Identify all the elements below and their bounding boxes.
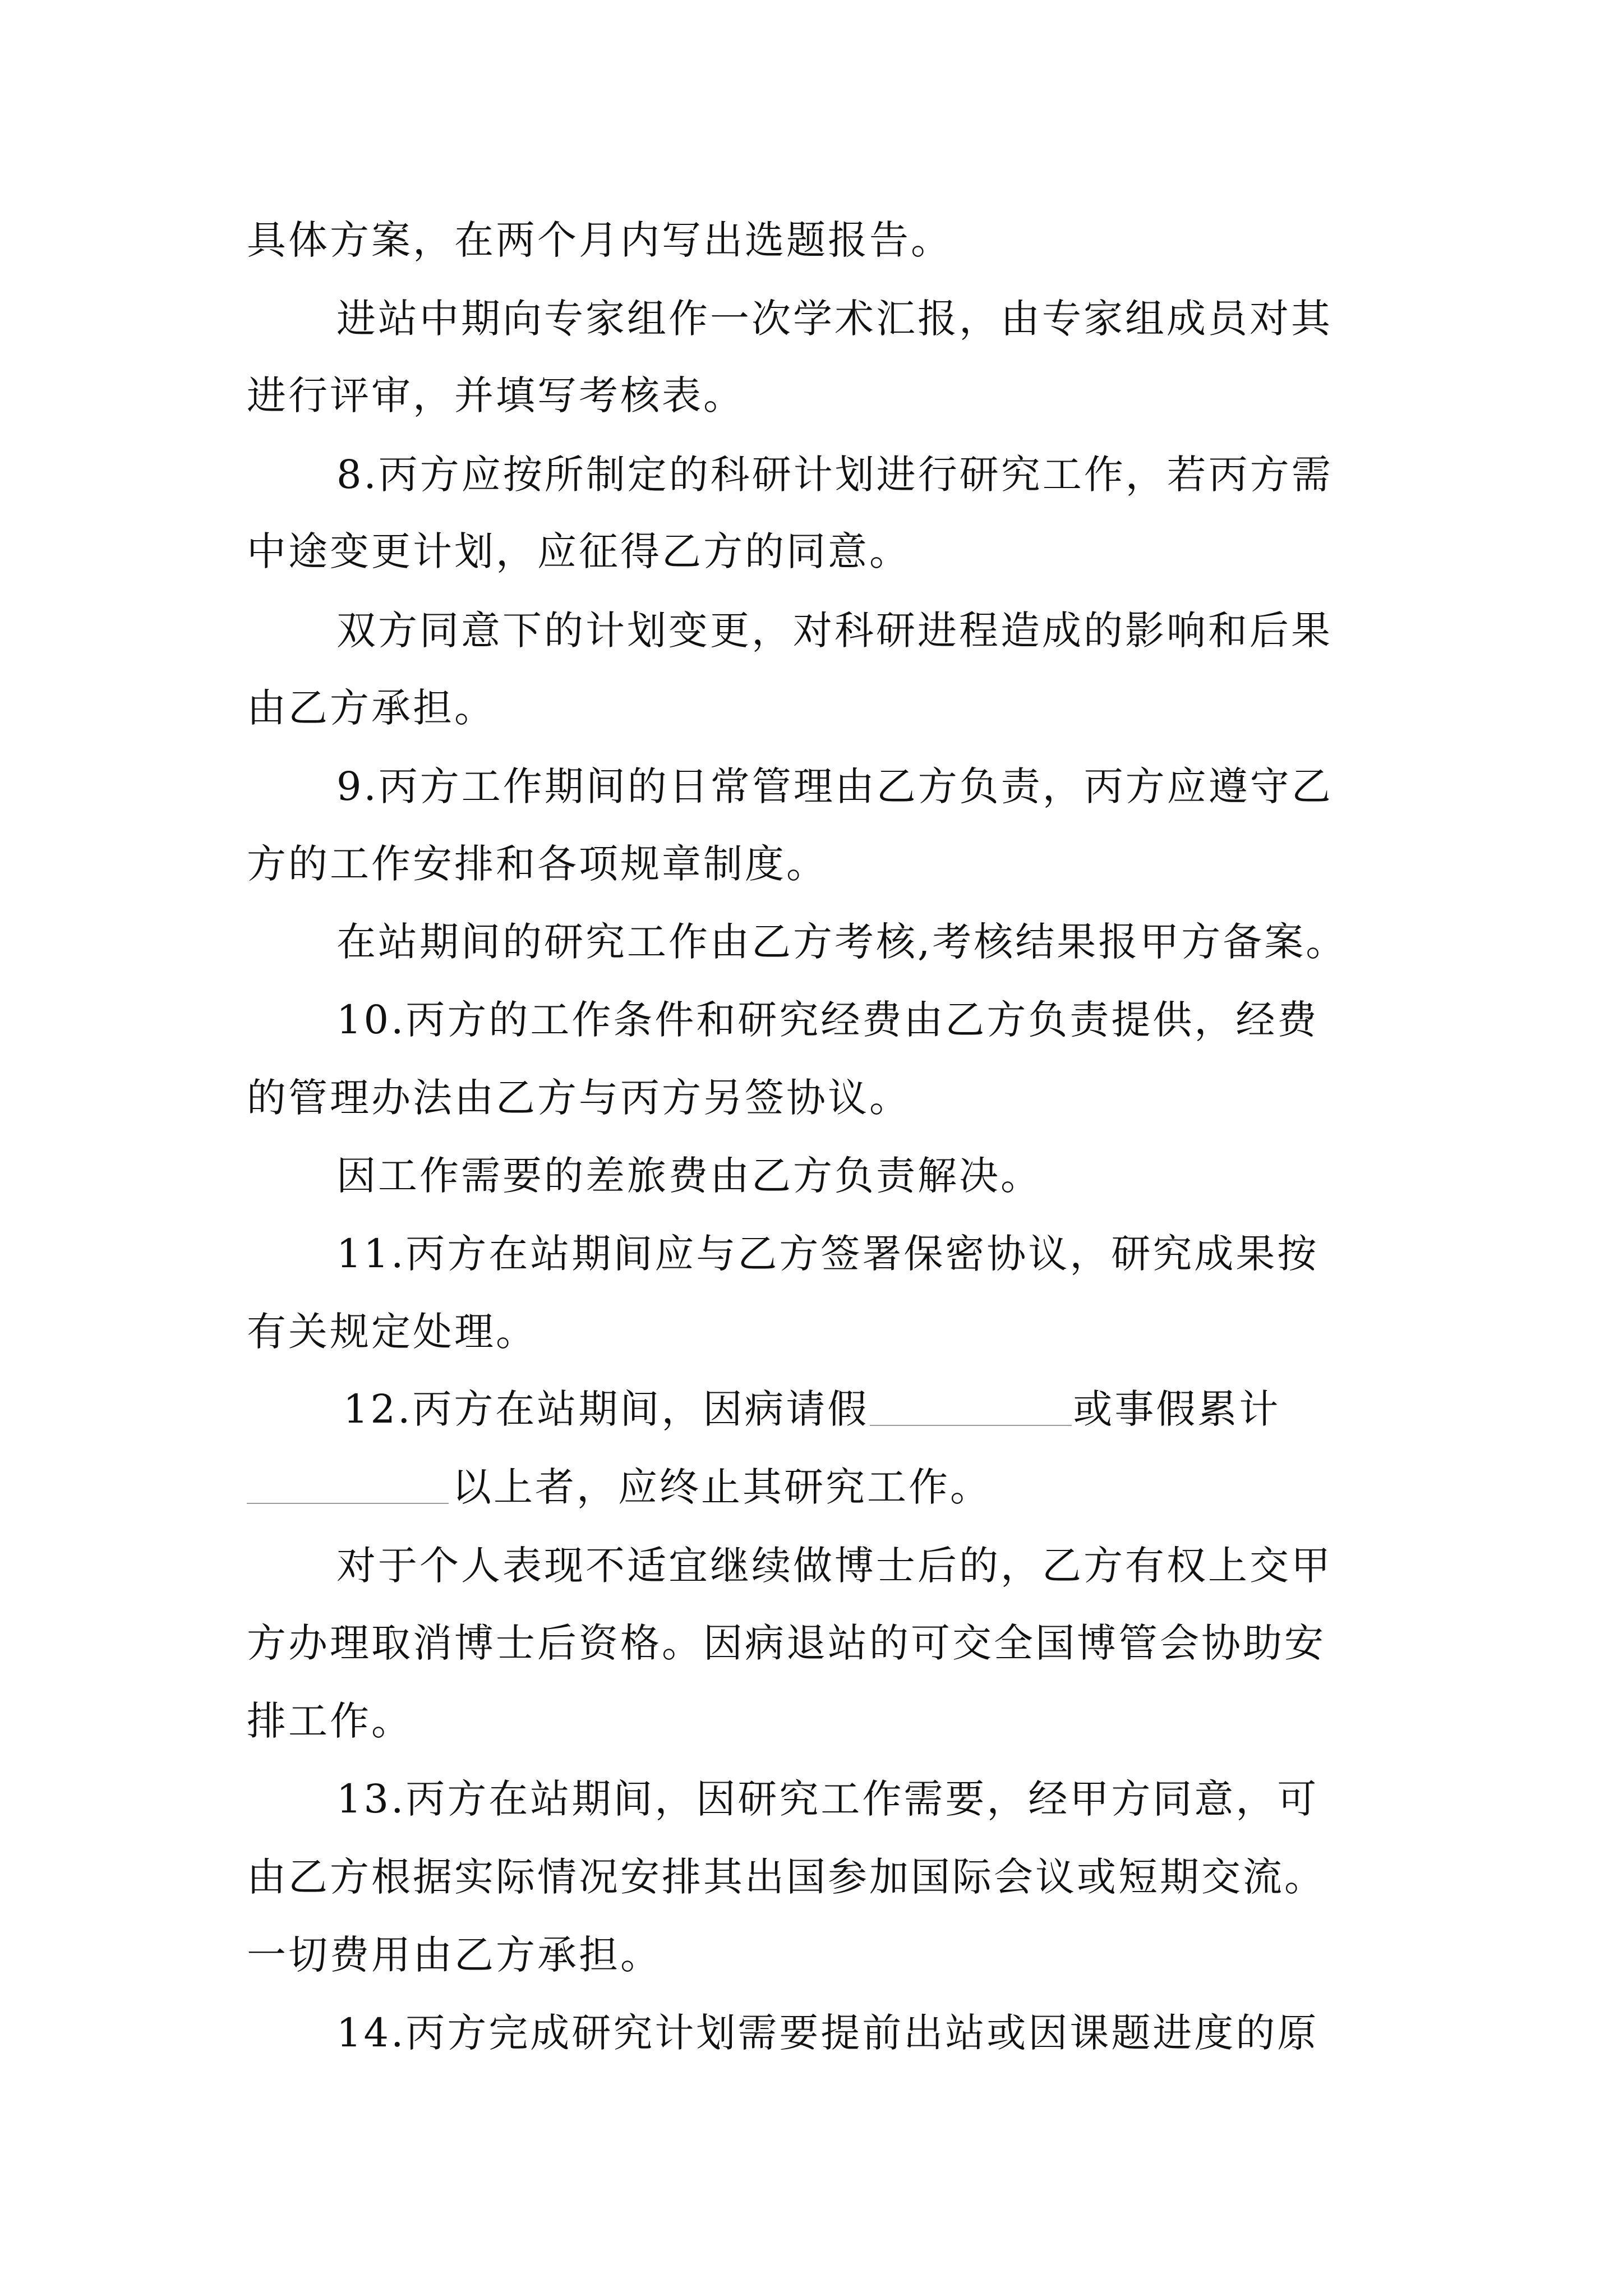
- text-line: 中途变更计划，应征得乙方的同意。: [247, 528, 911, 574]
- text-line: 14.丙方完成研究计划需要提前出站或因课题进度的原: [336, 2010, 1319, 2056]
- text-line: 进站中期向专家组作一次学术汇报，由专家组成员对其: [336, 296, 1332, 342]
- text-line: 13.丙方在站期间，因研究工作需要，经甲方同意，可: [336, 1776, 1319, 1822]
- text-line: 在站期间的研究工作由乙方考核,考核结果报甲方备案。: [336, 919, 1348, 965]
- text-segment: 以上者，应终止其研究工作。: [452, 1464, 992, 1510]
- text-line: 双方同意下的计划变更，对科研进程造成的影响和后果: [336, 608, 1332, 654]
- text-line: 具体方案，在两个月内写出选题报告。: [247, 217, 952, 263]
- text-line: 10.丙方的工作条件和研究经费由乙方负责提供，经费: [336, 997, 1319, 1043]
- text-segment: 或事假累计: [1073, 1386, 1281, 1432]
- text-line: 因工作需要的差旅费由乙方负责解决。: [336, 1153, 1042, 1199]
- text-line: 的管理办法由乙方与丙方另签协议。: [247, 1075, 911, 1121]
- text-line: 进行评审，并填写考核表。: [247, 372, 745, 418]
- text-line: 对于个人表现不适宜继续做博士后的，乙方有权上交甲: [336, 1543, 1332, 1589]
- text-line: 排工作。: [247, 1698, 413, 1744]
- text-line: 9.丙方工作期间的日常管理由乙方负责，丙方应遵守乙: [336, 763, 1333, 809]
- text-line: 方的工作安排和各项规章制度。: [247, 841, 828, 887]
- text-line: 11.丙方在站期间应与乙方签署保密协议，研究成果按: [336, 1231, 1319, 1277]
- text-line: 方办理取消博士后资格。因病退站的可交全国博管会协助安: [247, 1620, 1326, 1666]
- text-line: 由乙方承担。: [247, 685, 496, 731]
- blank-underline: [247, 1464, 449, 1504]
- text-line: [247, 1453, 1424, 1521]
- text-line: 由乙方根据实际情况安排其出国参加国际会议或短期交流。: [247, 1854, 1326, 1900]
- text-segment: 12.丙方在站期间，因病请假: [343, 1386, 869, 1432]
- text-line: [343, 1375, 1521, 1443]
- text-line: 有关规定处理。: [247, 1309, 537, 1355]
- text-line: 8.丙方应按所制定的科研计划进行研究工作，若丙方需: [336, 452, 1333, 498]
- text-line: 一切费用由乙方承担。: [247, 1932, 662, 1978]
- blank-underline: [870, 1386, 1072, 1426]
